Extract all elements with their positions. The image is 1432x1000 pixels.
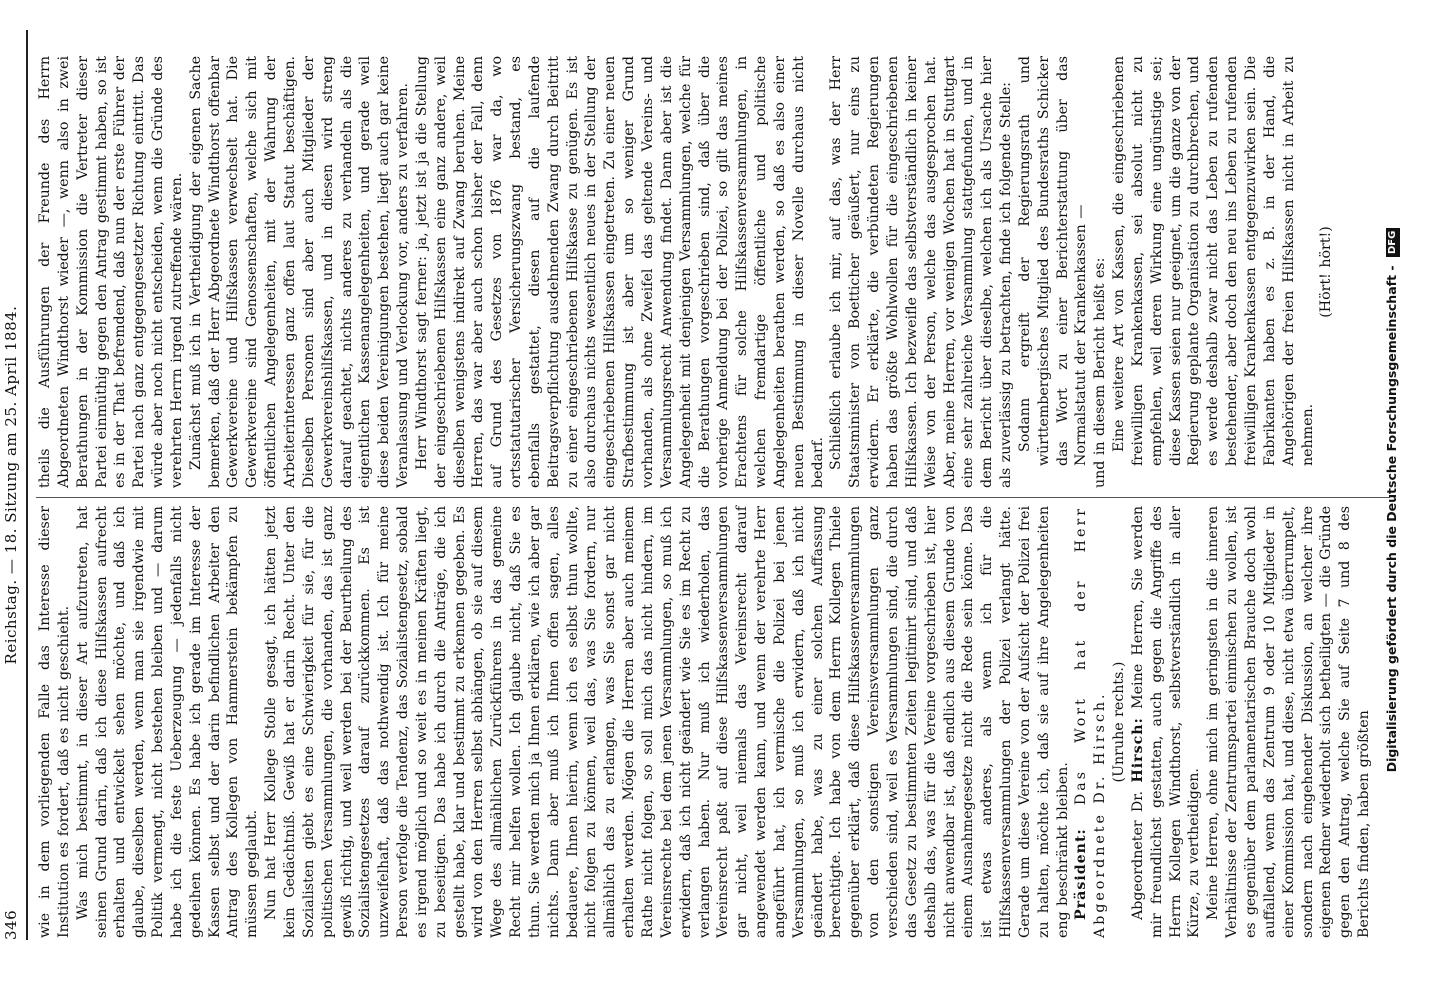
speaker-label: Präsident: bbox=[1073, 828, 1090, 920]
paragraph: theils die Ausführungen der Freunde des Herrn Abgeordneten Windthorst wieder —, wenn also in zwei Berathungen in der Kommission die Vertreter dieser Partei einmüthig gegen den Antrag gestimmt haben, so ist es in der That befremdend, daß nun der erste Führer der Partei nach ganz entgegengesetzter Richtung eintritt. Das würde aber noch nicht entscheiden, wenn die Gründe des verehrten Herrn irgend zutreffende wären. bbox=[37, 56, 185, 488]
speaker-text: Meine Herren, Sie werden mir freundlichst gestatten, auch gegen die Angriffe des Herrn Kollegen Windthorst, selbstverständlich in aller Kürze, zu vertheidigen. bbox=[1129, 506, 1203, 938]
president-paragraph bbox=[1072, 506, 1110, 938]
stage-direction: (Unruhe rechts.) bbox=[1111, 661, 1128, 783]
paragraph: Meine Herren, ohne mich im geringsten in die inneren Verhältnisse der Zentrumspartei einmischen zu wollen, ist es gegenüber dem parlamentarischen Brauche doch wohl auffallend, wenn das Zentrum 9 oder 10 Mitglieder in einer Kommission hat, und diese, nicht etwa überrumpelt, sondern nach eingehender Diskussion, an welcher ihre eigenen Redner wiederholt sich betheiligten — die Gründe gegen den Antrag, welche Sie auf Seite 7 und 8 des Berichts finden, haben größten bbox=[1205, 506, 1373, 938]
paragraph: Was mich bestimmt, in dieser Art aufzutreten, hat seinen Grund darin, daß ich diese Hilfskassen aufrecht erhalten und entwickelt sehen möchte, und daß ich glaube, dieselben werden, wenn man sie irgendwie mit Politik vermengt, nicht bestehen bleiben und — darum habe ich die feste Ueberzeugung — jedenfalls nicht gedeihen können. Es habe ich gerade im Interesse der Kassen selbst und der darin befindlichen Arbeiter den Antrag des Kollegen von Hammerstein bekämpfen zu müssen geglaubt. bbox=[74, 506, 261, 938]
digitization-footer bbox=[1372, 0, 1412, 1000]
paragraph: wie in dem vorliegenden Falle das Interesse dieser Institution es fordert, daß es nicht geschieht. bbox=[37, 506, 72, 938]
page-header bbox=[0, 30, 28, 940]
quote-intro: Sodann ergreift der Regierungsrath und württembergisches Mitglied des Bundesraths Schicker das Wort zu einer Berichterstattung über das Normalstatut der Krankenkassen — bbox=[1016, 56, 1090, 466]
interjection: (Hört! hört!) bbox=[1318, 226, 1335, 318]
left-column bbox=[36, 506, 1390, 938]
speaker-name: Hirsch: bbox=[1129, 717, 1146, 783]
quote-lead: und in diesem Bericht heißt es: bbox=[1092, 257, 1109, 488]
paragraph: Herr Windthorst sagt ferner: ja, jetzt ist ja die Stellung der eingeschriebenen Hilfskassen eine ganz andere, weil dieselben wenigstens indirekt auf Zwang beruhen. Meine Herren, das war aber auch schon bisher der Fall, denn auf Grund des Gesetzes von 1876 war da, wo ortsstatutarischer Versicherungszwang bestand, es ebenfalls gestattet, diesen auf die laufende Beitragsverpflichtung ausdehnenden Zwang durch Beitritt zu einer eingeschriebenen Hilfskasse zu genügen. Es ist also durchaus nichts wesentlich neues in der Stellung der eingeschriebenen Hilfskassen eingetreten. Zu einer neuen Strafbestimmung ist aber um so weniger Grund vorhanden, als ohne Zweifel das geltende Vereins- und Versammlungsrecht Anwendung findet. Dann aber ist die Angelegenheit mit denjenigen Versammlungen, welche für die Berathungen vorgeschrieben sind, daß über die vorherige Anmeldung bei der Polizei, so gilt das meines Erachtens für solche Hilfskassenversammlungen, in welchen fremdartige öffentliche und politische Angelegenheiten berathen werden, so daß es also einer neuen Bestimmung in dieser Novelle durchaus nicht bedarf. bbox=[413, 56, 826, 488]
page-title: Reichstag. — 18. Sitzung am 25. April 1884. bbox=[2, 305, 20, 665]
president-text: Das Wort hat der Herr Abgeordnete Dr. Hirsch. bbox=[1073, 505, 1109, 938]
speaker-prefix: Abgeordneter Dr. bbox=[1129, 790, 1146, 920]
speaker-paragraph bbox=[1129, 506, 1204, 938]
paragraph: Schließlich erlaube ich mir, auf das, was der Herr Staatsminister von Boetticher geäußert, nur eins zu erwidern. Er erklärte, die verbündeten Regierungen haben das größte Wohlwollen für die eingeschriebenen Hilfskassen. Ich bezweifle das selbstverständlich in keiner Weise von der Person, welche das ausgesprochen hat. Aber, meine Herren, vor wenigen Wochen hat in Stuttgart eine sehr zahlreiche Versammlung stattgefunden, und in dem Bericht über dieselbe, welchen ich als Ursache hier als zuverlässig zu betrachten, finde ich folgende Stelle: bbox=[828, 56, 1015, 488]
right-column bbox=[36, 56, 1390, 488]
paragraph: Nun hat Herr Kollege Stolle gesagt, ich hätten jetzt kein Gedächtniß. Gewiß hat er darin Recht. Unter den Sozialisten giebt es eine Schwierigkeit für sie, für die politischen Versammlungen, die vorhanden, das ist ganz gewiß richtig, und weil werden bei der Beurtheilung des Sozialistengesetzes darauf zurückkommen. Es ist unzweifelhaft, daß das nothwendig ist. Ich für meine Person verfolge die Tendenz, das Sozialistengesetz, sobald es irgend möglich und so weit es in meinen Kräften liegt, zu beseitigen. Das habe ich durch die Anträge, die ich gestellt habe, klar und bestimmt zu erkennen gegeben. Es wird von den Herren selbst abhängen, ob sie auf diesem Wege des allmählichen Zurückführens in das gemeine Recht mir helfen wollen. Ich glaube nicht, daß Sie es thun. Sie werden mich ja Ihnen erklären, wie ich aber gar nichts. Dann aber muß ich Ihnen offen sagen, alles bedauere, Ihnen hierin, wenn ich es selbst thun wollte, nicht folgen zu können, weil das, was Sie fordern, nur allmählich das zu erlangen, was Sie sonst gar nicht erhalten werden. Mögen die Herren aber auch meinem Rathe nicht folgen, so soll mich das nicht hindern, im Vereinsrechte bei dem jenen Versammlungen, so muß ich erwidern, daß ich nicht geändert wie Sie es im Recht zu verlangen haben. Nur muß ich wiederholen, das Vereinsrecht paßt auf diese Hilfskassenversammlungen gar nicht, weil niemals das Vereinsrecht darauf angewendet werden kann, und wenn der verehrte Herr angeführt hat, ich vermische die Polizei bei jenen Versammlungen, so muß ich erwidern, daß ich nicht geändert habe, was zu einer solchen Auffassung berechtigte. Ich habe von dem Herrn Kollegen Thiele gegenüber erklärt, daß diese Hilfskassenversammlungen von den sonstigen Vereinsversammlungen ganz verschieden sind, weil es Versammlungen sind, die durch das Gesetz zu bestimmten Zeiten legitimirt sind, und daß deshalb das, was für die Vereine vorgeschrieben ist, hier nicht anwendbar ist, daß endlich aus diesem Grunde von einem Ausnahmegesetze nicht die Rede sein könne. Das ist etwas anderes, als wenn ich für die Hilfskassenversammlungen der Polizei verlangt hätte. Gerade um diese Vereine von der Aufsicht der Polizei frei zu halten, möchte ich, daß sie auf ihre Angelegenheiten eng beschränkt bleiben. bbox=[263, 506, 1071, 938]
page-number: 346 bbox=[2, 909, 20, 940]
dfg-logo: DFG bbox=[1386, 228, 1400, 257]
footer-text: Digitalisierung gefördert durch die Deutsche Forschungsgemeinschaft - bbox=[1384, 265, 1399, 773]
paragraph: Zunächst muß ich in Vertheidigung der eigenen Sache bemerken, daß der Herr Abgeordnete Windthorst offenbar Gewerkvereine und Hilfskassen verwechselt hat. Die Gewerkvereine sind Genossenschaften, welche sich mit öffentlichen Angelegenheiten, mit der Wahrung der Arbeiterinteressen ganz offen laut Statut beschäftigen. Dieselben Personen sind aber auch Mitglieder der Gewerkvereinshilfskassen, und in diesen wird streng darauf geachtet, nichts anderes zu verhandeln als die eigentlichen Kassenangelegenheiten, und gerade weil diese beiden Vereinigungen bestehen, liegt auch gar keine Veranlassung und Verlockung vor, anders zu verfahren. bbox=[187, 56, 412, 488]
quote-text: Eine weitere Art von Kassen, die eingeschriebenen freiwilligen Krankenkassen, sei absolut nicht zu empfehlen, weil deren Wirkung eine ungünstige sei; diese Kassen seien nur geeignet, um die ganze von der Regierung geplante Organisation zu durchbrechen, und es werde deshalb zwar nicht das Leben zu rufenden bestehender, aber doch den neu ins Leben zu rufenden freiwilligen Krankenkassen entgegenzuwirken sein. Die Fabrikanten haben es z. B. in der Hand, die Angehörigen der freien Hilfskassen nicht in Arbeit zu nehmen. bbox=[1111, 56, 1316, 466]
column-divider bbox=[36, 497, 1390, 498]
